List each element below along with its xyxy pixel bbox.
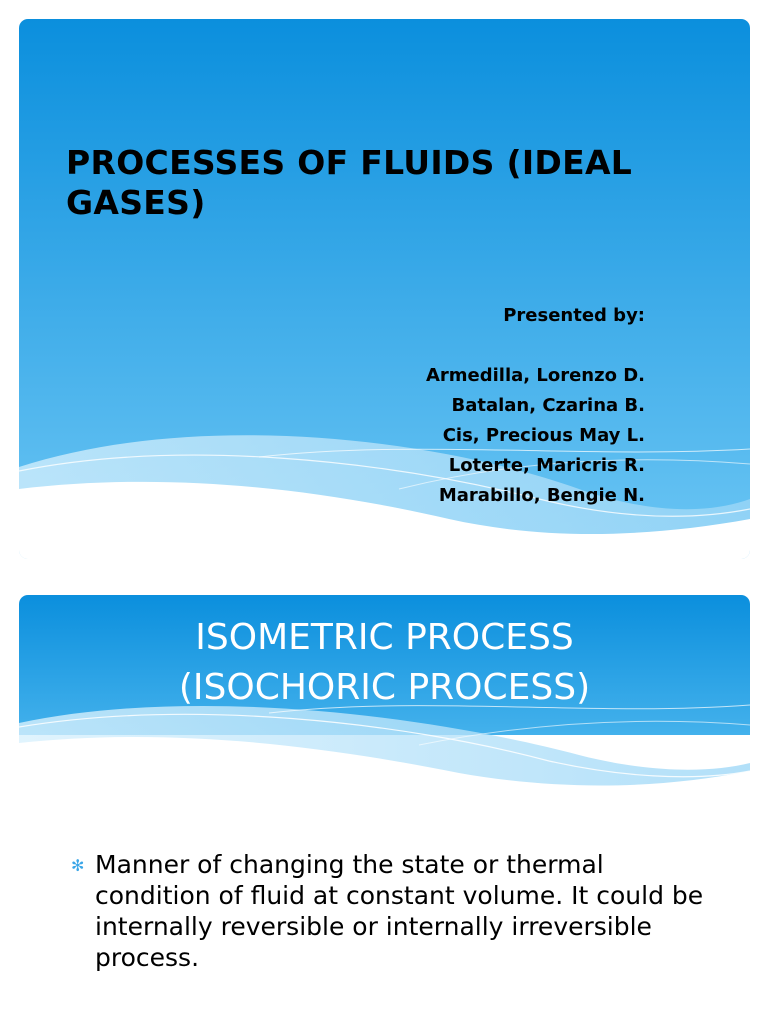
presented-by-label: Presented by: xyxy=(503,305,645,326)
presenter-name: Loterte, Maricris R. xyxy=(448,455,645,476)
title-line: (ISOCHORIC PROCESS) xyxy=(178,667,591,708)
content-slide xyxy=(19,595,750,1005)
bullet-text: Manner of changing the state or thermal condition of fluid at constant volume. It could be internally reversible or internally irreversible process. xyxy=(95,850,704,972)
presenters-block xyxy=(426,301,645,511)
asterisk-bullet-icon: ✻ xyxy=(71,856,85,875)
bullet-item xyxy=(71,849,711,973)
title-line: ISOMETRIC PROCESS xyxy=(195,617,574,658)
slide-title xyxy=(19,613,750,713)
presenter-name: Batalan, Czarina B. xyxy=(451,395,645,416)
presenter-name: Marabillo, Bengie N. xyxy=(438,485,645,506)
bullet-list xyxy=(71,849,711,973)
presenter-name: Cis, Precious May L. xyxy=(442,425,645,446)
presenter-name: Armedilla, Lorenzo D. xyxy=(425,365,645,386)
slide-title: PROCESSES OF FLUIDS (IDEAL GASES) xyxy=(66,143,633,222)
title-slide xyxy=(19,19,750,559)
